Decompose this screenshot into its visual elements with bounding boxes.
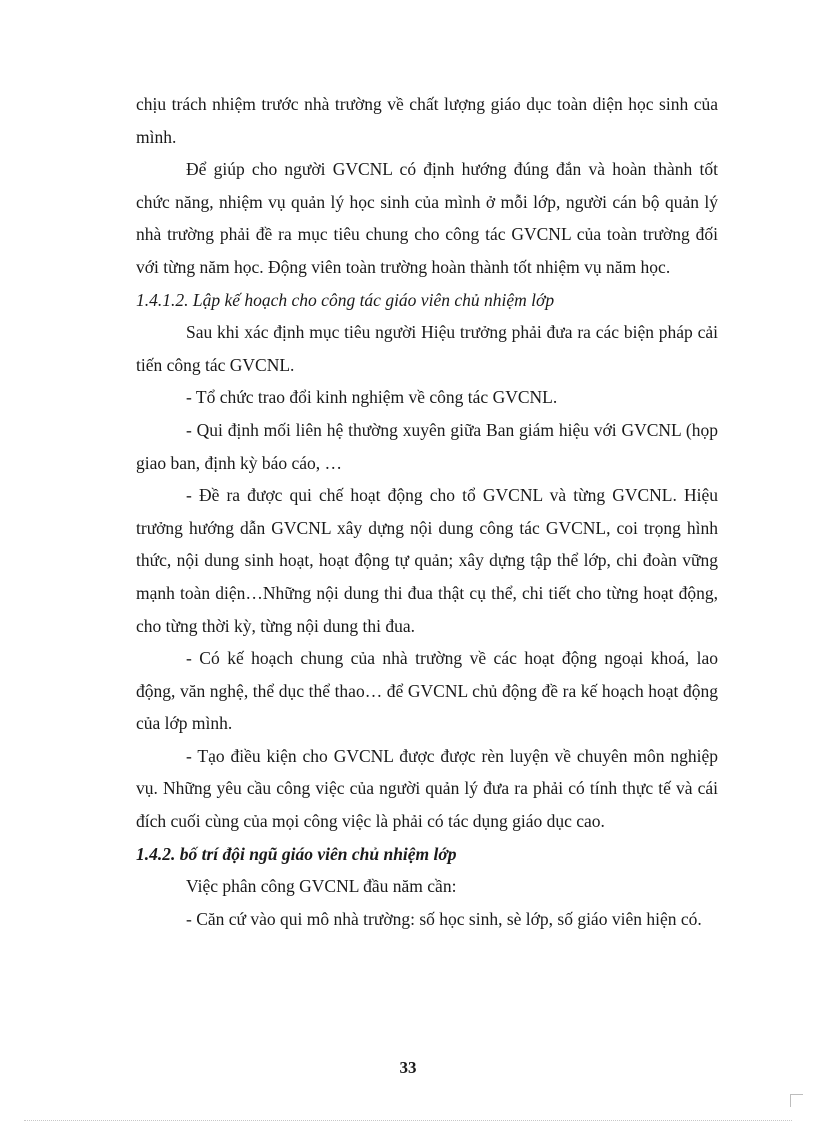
paragraph-assignment-intro: Việc phân công GVCNL đầu năm cần: xyxy=(186,876,457,897)
section-heading-1-4-2: 1.4.2. bố trí đội ngũ giáo viên chủ nhiệm lớp xyxy=(136,843,457,864)
list-item-general-plan: - Có kế hoạch chung của nhà trường về các hoạt động ngoại khoá, lao động, văn nghệ, thể dục thể thao… để GVCNL chủ động đề ra kế hoạch hoạt động của lớp mình. xyxy=(136,648,718,734)
list-item-regulations: - Đề ra được qui chế hoạt động cho tổ GVCNL và từng GVCNL. Hiệu trưởng hướng dẫn GVCNL xây dựng nội dung công tác GVCNL, coi trọng hình thức, nội dung sinh hoạt, hoạt động tự quản; xây dựng tập thể lớp, chi đoàn vững mạnh toàn diện…Những nội dung thi đua thật cụ thể, chi tiết cho từng hoạt động, cho từng thời kỳ, từng nội dung thi đua. xyxy=(136,485,718,636)
list-item-school-scale: - Căn cứ vào qui mô nhà trường: số học sinh, sè lớp, số giáo viên hiện có. xyxy=(186,908,702,929)
section-heading-1-4-1-2: 1.4.1.2. Lập kế hoạch cho công tác giáo viên chủ nhiệm lớp xyxy=(136,289,555,310)
list-item-exchange-experience: - Tổ chức trao đổi kinh nghiệm về công tác GVCNL. xyxy=(186,387,558,408)
document-page xyxy=(136,88,718,935)
paragraph-measures-intro: Sau khi xác định mục tiêu người Hiệu trưởng phải đưa ra các biện pháp cải tiến công tác GVCNL. xyxy=(136,322,718,375)
paragraph-continuation: chịu trách nhiệm trước nhà trường về chất lượng giáo dục toàn diện học sinh của mình. xyxy=(136,94,718,147)
list-item-training-conditions: - Tạo điều kiện cho GVCNL được được rèn luyện về chuyên môn nghiệp vụ. Những yêu cầu công việc của người quản lý đưa ra phải có tính thực tế và cái đích cuối cùng của mọi công việc là phải có tác dụng giáo dục cao. xyxy=(136,745,718,832)
paragraph-goal-setting: Để giúp cho người GVCNL có định hướng đúng đắn và hoàn thành tốt chức năng, nhiệm vụ quản lý học sinh của mình ở mỗi lớp, người cán bộ quản lý nhà trường phải đề ra mục tiêu chung cho công tác GVCNL của toàn trường đối với từng năm học. Động viên toàn trường hoàn thành tốt nhiệm vụ năm học. xyxy=(136,159,718,277)
list-item-regular-contact: - Qui định mối liên hệ thường xuyên giữa Ban giám hiệu với GVCNL (họp giao ban, định kỳ báo cáo, … xyxy=(136,419,718,473)
page-number: 33 xyxy=(399,1058,417,1077)
page-corner-mark xyxy=(790,1094,803,1107)
page-bottom-divider xyxy=(24,1120,792,1121)
